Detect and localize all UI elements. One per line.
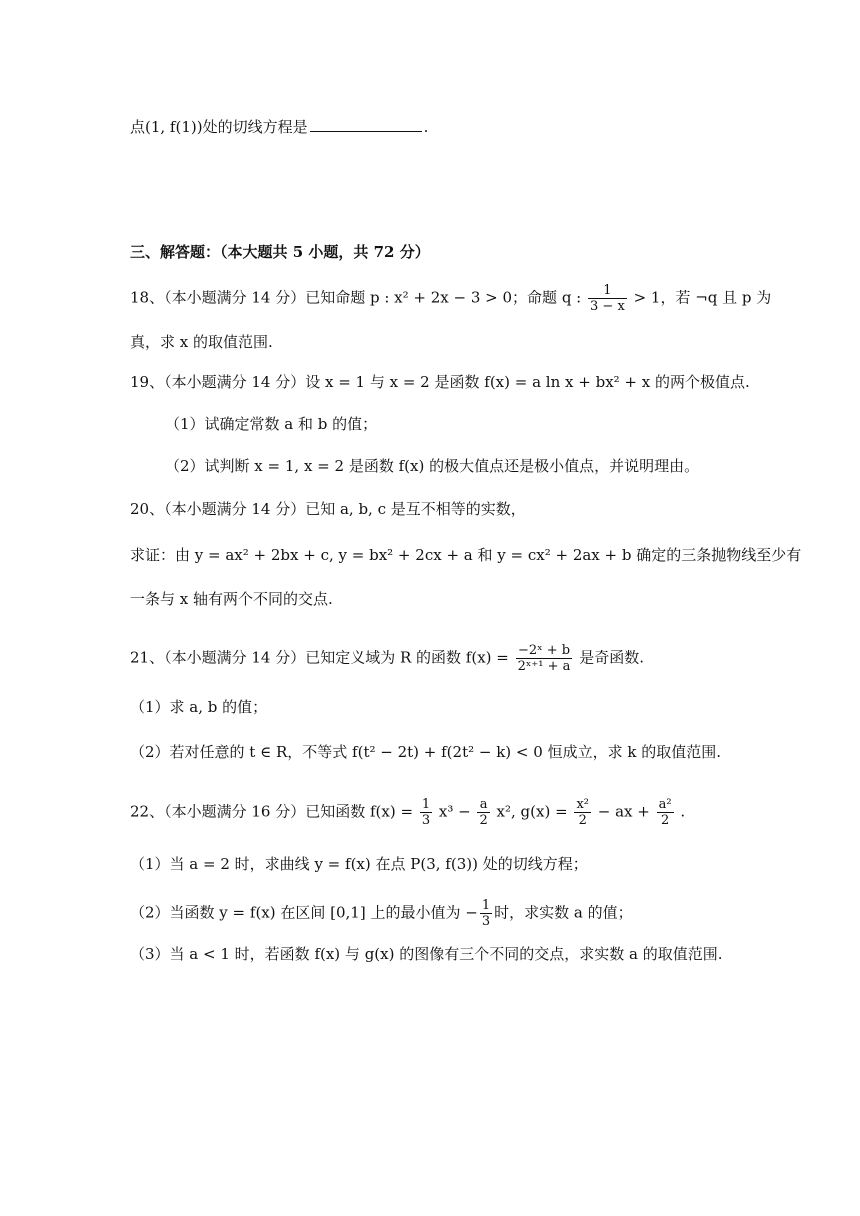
q22-f1-den: 3 [421, 813, 431, 828]
q22-mid-1: x³ − [438, 802, 471, 821]
q22-f4-den: 2 [660, 813, 670, 828]
q21-frac-den: 2ˣ⁺¹ + a [517, 659, 571, 674]
q22-frac-2 [477, 797, 489, 828]
answer-blank [310, 117, 422, 132]
q17-tail-line [130, 116, 428, 138]
q20-line-3: 一条与 x 轴有两个不同的交点. [130, 590, 333, 608]
q22-prefix: 22、（本小题满分 16 分）已知函数 f(x) = [130, 802, 414, 821]
q19-part-1: （1）试确定常数 a 和 b 的值； [165, 415, 378, 433]
q18-frac-den: 3 − x [590, 299, 625, 314]
q21-part-2: （2）若对任意的 t ∈ R，不等式 f(t² − 2t) + f(2t² − k) < 0 恒成立，求 k 的取值范围. [130, 743, 721, 761]
q22-part-3: （3）当 a < 1 时，若函数 f(x) 与 g(x) 的图像有三个不同的交点，求实数 a 的取值范围. [130, 945, 723, 963]
q22-p2-den: 3 [481, 914, 491, 929]
q21-frac-num: −2ˣ + b [516, 643, 573, 659]
q17-tail-text: 点(1, f(1))处的切线方程是 [130, 118, 308, 136]
q22-f1-num: 1 [421, 797, 431, 812]
q22-f4-num: a² [658, 797, 672, 812]
q22-end: . [680, 802, 686, 821]
q18-line-1 [130, 283, 771, 314]
q20-line-1: 20、（本小题满分 14 分）已知 a, b, c 是互不相等的实数， [130, 500, 526, 518]
section-3-title: 三、解答题：（本大题共 5 小题，共 72 分） [130, 243, 430, 261]
q18-frac-num: 1 [588, 283, 627, 299]
q22-part-2-suffix: 时，求实数 a 的值； [494, 903, 633, 922]
q18-fraction [588, 283, 627, 314]
q21-prefix: 21、（本小题满分 14 分）已知定义域为 R 的函数 f(x) = [130, 648, 509, 667]
q21-part-1: （1）求 a, b 的值； [130, 698, 268, 716]
q17-tail-end: . [423, 118, 429, 136]
q22-part-2-fraction [480, 898, 492, 929]
q22-mid-3: − ax + [597, 802, 650, 821]
q18-prefix: 18、（本小题满分 14 分）已知命题 p : x² + 2x − 3 > 0；命题 q : [130, 288, 582, 307]
q22-frac-3 [574, 797, 591, 828]
q22-part-1: （1）当 a = 2 时，求曲线 y = f(x) 在点 P(3, f(3)) 处的切线方程； [130, 855, 588, 873]
q22-mid-2: x², g(x) = [496, 802, 568, 821]
q19-part-2: （2）试判断 x = 1, x = 2 是函数 f(x) 的极大值点还是极小值点，并说明理由。 [165, 457, 700, 475]
q21-fraction [516, 643, 573, 674]
q22-line-1 [130, 797, 685, 828]
q22-f3-num: x² [576, 797, 589, 812]
q18-line-2: 真，求 x 的取值范围. [130, 333, 273, 351]
q19-line-1: 19、（本小题满分 14 分）设 x = 1 与 x = 2 是函数 f(x) = a ln x + bx² + x 的两个极值点. [130, 373, 750, 391]
q22-p2-num: 1 [481, 898, 491, 913]
q21-line-1 [130, 643, 644, 674]
q22-frac-1 [420, 797, 432, 828]
q20-line-2: 求证：由 y = ax² + 2bx + c, y = bx² + 2cx + a 和 y = cx² + 2ax + b 确定的三条抛物线至少有 [130, 546, 802, 564]
q22-frac-4 [657, 797, 674, 828]
q22-f3-den: 2 [578, 813, 587, 828]
q22-f2-num: a [477, 797, 489, 813]
q22-part-2-line [130, 898, 633, 929]
q22-part-2-prefix: （2）当函数 y = f(x) 在区间 [0,1] 上的最小值为 − [130, 903, 478, 922]
q21-suffix: 是奇函数. [579, 648, 644, 667]
q22-f2-den: 2 [479, 813, 488, 828]
q18-suffix: > 1，若 ¬q 且 p 为 [633, 288, 772, 307]
